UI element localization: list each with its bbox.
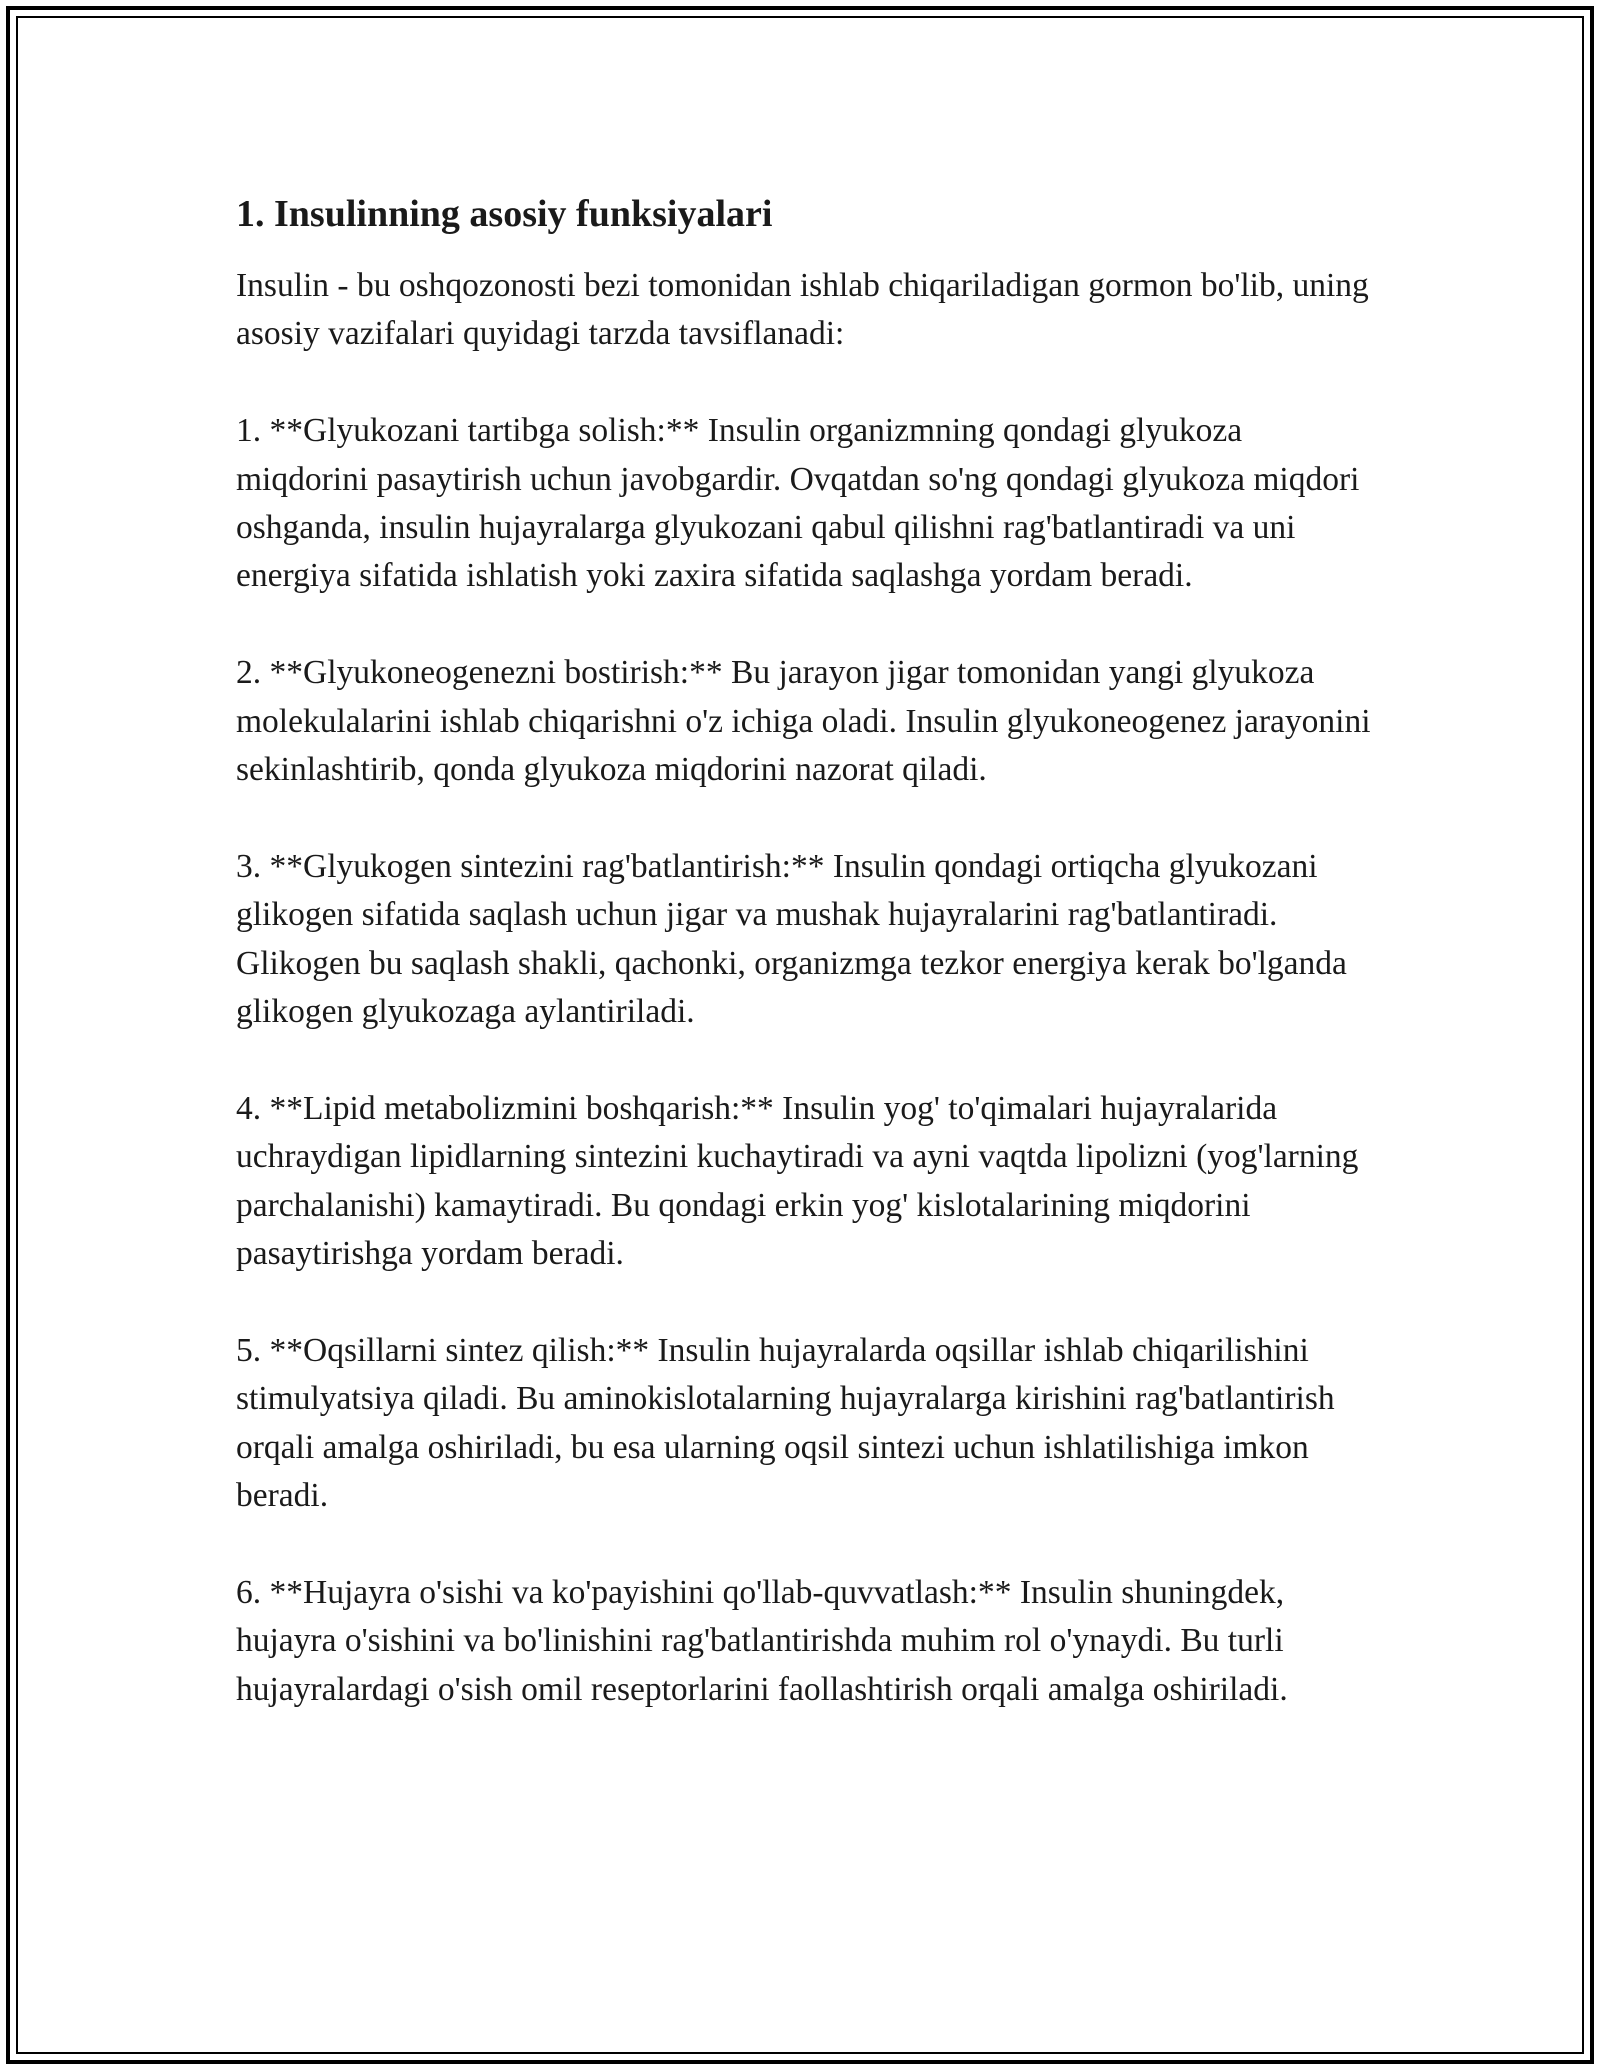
document-title: 1. Insulinning asosiy funksiyalari — [236, 193, 773, 235]
list-item-cell-growth: 6. **Hujayra o'sishi va ko'payishini qo'llab-quvvatlash:** Insulin shuningdek, hujayra o'sishini va bo'linishini rag'batlantirishda muhim rol o'ynaydi. Bu turli hujayralardagi o'sish omil reseptorlarini faollashtirish orqali amalga oshiriladi. — [236, 1573, 1288, 1708]
list-item-lipid-metabolism: 4. **Lipid metabolizmini boshqarish:** Insulin yog' to'qimalari hujayralarida uchraydigan lipidlarning sintezini kuchaytiradi va ayni vaqtda lipolizni (yog'larning parchalanishi) kamaytiradi. Bu qondagi erkin yog' kislotalarining miqdorini pasaytirishga yordam beradi. — [236, 1089, 1359, 1273]
list-item-glucose-regulation: 1. **Glyukozani tartibga solish:** Insulin organizmning qondagi glyukoza miqdorini pasaytirish uchun javobgardir. Ovqatdan so'ng qondagi glyukoza miqdori oshganda, insulin hujayralarga glyukozani qabul qilishni rag'batlantiradi va uni energiya sifatida ishlatish yoki zaxira sifatida saqlashga yordam beradi. — [236, 412, 1360, 595]
document-body — [236, 186, 1376, 1714]
list-item-protein-synthesis: 5. **Oqsillarni sintez qilish:** Insulin hujayralarda oqsillar ishlab chiqarilishini stimulyatsiya qiladi. Bu aminokislotalarning hujayralarga kirishini rag'batlantirish orqali amalga oshiriladi, bu esa ularning oqsil sintezi uchun ishlatilishiga imkon beradi. — [236, 1331, 1335, 1515]
list-item-glycogen-synthesis: 3. **Glyukogen sintezini rag'batlantirish:** Insulin qondagi ortiqcha glyukozani glikogen sifatida saqlash uchun jigar va mushak hujayralarini rag'batlantiradi. Glikogen bu saqlash shakli, qachonki, organizmga tezkor energiya kerak bo'lganda glikogen glyukozaga aylantiriladi. — [236, 847, 1347, 1031]
list-item-gluconeogenesis: 2. **Glyukoneogenezni bostirish:** Bu jarayon jigar tomonidan yangi glyukoza molekulalarini ishlab chiqarishni o'z ichiga oladi. Insulin glyukoneogenez jarayonini sekinlashtirib, qonda glyukoza miqdorini nazorat qiladi. — [236, 654, 1371, 789]
intro-paragraph: Insulin - bu oshqozonosti bezi tomonidan ishlab chiqariladigan gormon bo'lib, uning asosiy vazifalari quyidagi tarzda tavsiflanadi: — [236, 267, 1369, 353]
